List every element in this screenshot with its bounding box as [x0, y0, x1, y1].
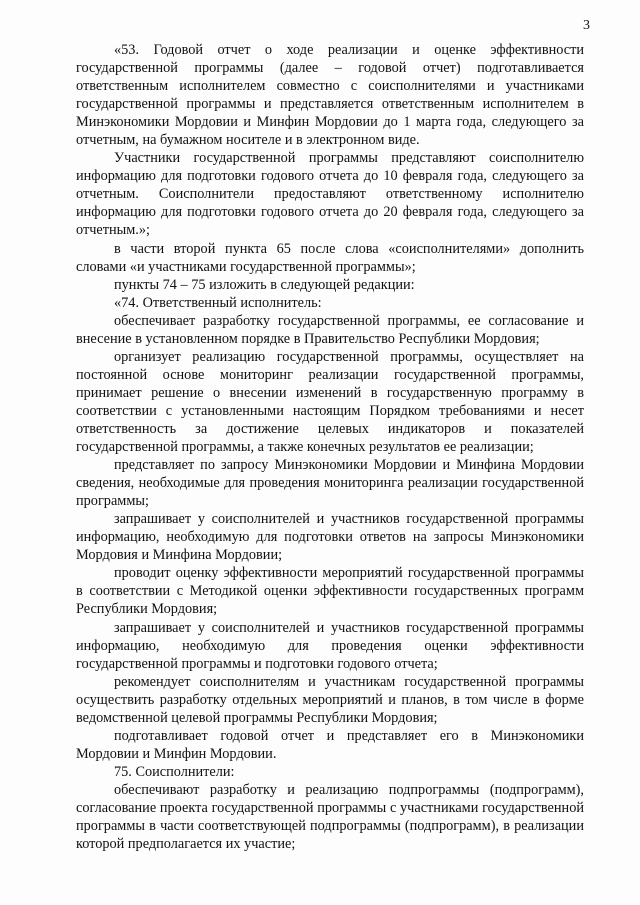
paragraph-74-evaluate: проводит оценку эффективности мероприятий государственной программы в соответствии с Методикой оценки эффективности государственных программ Республики Мордовия; [76, 565, 584, 618]
paragraph-item-65: в части второй пункта 65 после слова «соисполнителями» дополнить словами «и участниками государственной программы»; [76, 240, 584, 275]
document-body [76, 41, 584, 853]
paragraph-74-prepare-report: подготавливает годовой отчет и представляет его в Минэкономики Мордовии и Минфин Мордовии. [76, 727, 584, 762]
paragraph-74-heading: «74. Ответственный исполнитель: [114, 294, 322, 311]
page-number: 3 [583, 18, 590, 33]
paragraph-74-develop: обеспечивает разработку государственной программы, ее согласование и внесение в установленном порядке в Правительство Республики Мордовия; [76, 312, 584, 347]
paragraph-74-request-report: запрашивает у соисполнителей и участников государственной программы информацию, необходимую для проведения оценки эффективности государственной программы и подготовки годового отчета; [76, 619, 584, 672]
paragraph-75-heading: 75. Соисполнители: [114, 763, 235, 780]
paragraph-74-organize: организует реализацию государственной программы, осуществляет на постоянной основе мониторинг реализации государственной программы, принимает решение о внесении изменений в государственную программу в соответствии с установленными настоящим Порядком требованиями и несет ответственность за достижение целевых индикаторов и показателей государственной программы, а также конечных результатов ее реализации; [76, 348, 584, 456]
paragraph-items-74-75: пункты 74 – 75 изложить в следующей редакции: [114, 276, 415, 293]
paragraph-74-present: представляет по запросу Минэкономики Мордовии и Минфина Мордовии сведения, необходимые для проведения мониторинга реализации государственной программы; [76, 457, 584, 510]
paragraph-74-recommend: рекомендует соисполнителям и участникам государственной программы осуществить разработку отдельных мероприятий и планов, в том числе в форме ведомственной целевой программы Республики Мордовия; [76, 673, 584, 726]
paragraph-74-request-answers: запрашивает у соисполнителей и участников государственной программы информацию, необходимую для подготовки ответов на запросы Минэкономики Мордовия и Минфина Мордовии; [76, 511, 584, 564]
paragraph-75-ensure: обеспечивают разработку и реализацию подпрограммы (подпрограмм), согласование проекта государственной программы с участниками государственной программы в части соответствующей подпрограммы (подпрограмм), в реализации которой предполагается их участие; [76, 781, 584, 853]
paragraph-53: «53. Годовой отчет о ходе реализации и оценке эффективности государственной программы (далее – годовой отчет) подготавливается ответственным исполнителем совместно с соисполнителями и участниками государственной программы и представляется ответственным исполнителем в Минэкономики Мордовии и Минфин Мордовии до 1 марта года, следующего за отчетным, на бумажном носителе и в электронном виде. [76, 42, 584, 149]
paragraph-participants: Участники государственной программы представляют соисполнителю информацию для подготовки годового отчета до 10 февраля года, следующего за отчетным. Соисполнители предоставляют ответственному исполнителю информацию для подготовки годового отчета до 20 февраля года, следующего за отчетным.»; [76, 150, 584, 239]
